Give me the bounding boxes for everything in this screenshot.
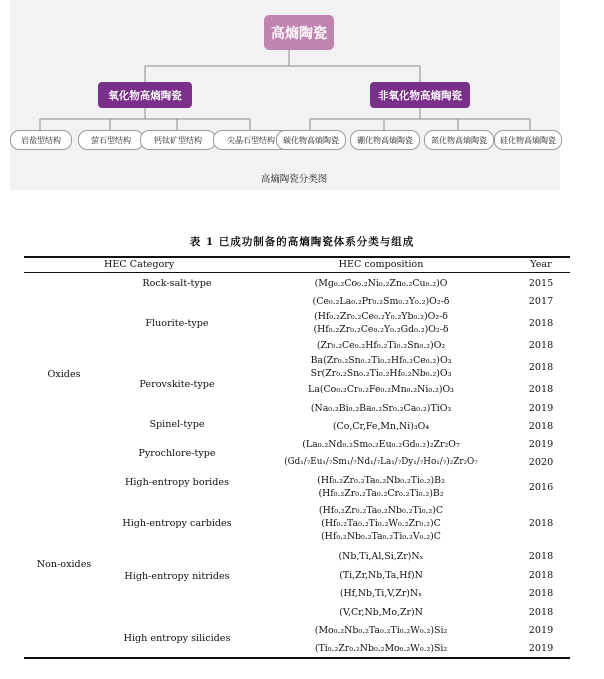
composition-row: La(Co₀.₂Cr₀.₂Fe₀.₂Mn₀.₂Ni₀.₂)O₃ — [308, 383, 454, 395]
year-cell: 2018 — [528, 606, 554, 618]
composition-row: (La₀.₂Nd₀.₂Sm₀.₂Eu₀.₂Gd₀.₂)₂Zr₂O₇ — [302, 438, 460, 450]
composition-row: (Hf₀.₂Zr₀.₂Ta₀.₂Nb₀.₂Ti₀.₂)B₂ — [317, 474, 445, 486]
year-cell: 2018 — [528, 361, 554, 373]
group-oxides: Oxides — [47, 368, 81, 380]
composition-row: (Hf₀.₂Ta₀.₂Ti₀.₂W₀.₂Zr₀.₂)C — [321, 517, 441, 529]
subcategory-fluorite: Fluorite-type — [145, 317, 209, 329]
year-cell: 2018 — [528, 383, 554, 395]
composition-row: (Hf₀.₂Zr₀.₂Ta₀.₂Cr₀.₂Ti₀.₂)B₂ — [318, 487, 444, 499]
composition-row: (V,Cr,Nb,Mo,Zr)N — [339, 606, 423, 618]
year-cell: 2017 — [528, 295, 554, 307]
subcategory-carbides: High-entropy carbides — [122, 517, 232, 529]
leaf-node-spinel: 尖晶石型结构 — [213, 130, 289, 150]
classification-diagram — [10, 0, 560, 190]
year-cell: 2018 — [528, 317, 554, 329]
composition-row: (Na₀.₂Bi₀.₂Ba₀.₂Sr₀.₂Ca₀.₂)TiO₃ — [310, 402, 452, 414]
year-cell: 2019 — [528, 438, 554, 450]
diagram-caption: 高熵陶瓷分类图 — [260, 174, 328, 185]
header-year: Year — [530, 259, 552, 270]
subcategory-borides: High-entropy borides — [125, 476, 229, 488]
leaf-node-nitrides: 氮化物高熵陶瓷 — [424, 130, 494, 150]
composition-row: (Co,Cr,Fe,Mn,Ni)₃O₄ — [332, 420, 430, 432]
branch-node-non-oxides: 非氧化物高熵陶瓷 — [370, 82, 470, 108]
subcategory-rock-salt: Rock-salt-type — [142, 277, 212, 289]
year-cell: 2019 — [528, 402, 554, 414]
year-cell: 2018 — [528, 587, 554, 599]
table-title: 表 1 已成功制备的高熵陶瓷体系分类与组成 — [189, 236, 415, 248]
year-cell: 2015 — [528, 277, 554, 289]
subcategory-perovskite: Perovskite-type — [139, 378, 215, 390]
year-cell: 2018 — [528, 550, 554, 562]
leaf-node-rock-salt: 岩盐型结构 — [10, 130, 72, 150]
year-cell: 2019 — [528, 642, 554, 654]
year-cell: 2019 — [528, 624, 554, 636]
header-category: HEC Category — [104, 259, 175, 270]
subcategory-spinel: Spinel-type — [149, 418, 205, 430]
year-cell: 2016 — [528, 481, 554, 493]
leaf-node-fluorite: 萤石型结构 — [78, 130, 144, 150]
composition-row: Ba(Zr₀.₂Sn₀.₂Ti₀.₂Hf₀.₂Ce₀.₂)O₃ — [310, 354, 452, 366]
composition-row: (Ti,Zr,Nb,Ta,Hf)N — [339, 569, 423, 581]
composition-row: (Nb,Ti,Al,Si,Zr)Nₓ — [338, 550, 424, 562]
year-cell: 2018 — [528, 569, 554, 581]
composition-row: (Ce₀.₂La₀.₂Pr₀.₂Sm₀.₂Y₀.₂)O₂-δ — [312, 295, 450, 307]
group-non-oxides: Non-oxides — [36, 558, 92, 570]
leaf-node-silicides: 硅化物高熵陶瓷 — [494, 130, 562, 150]
subcategory-pyrochlore: Pyrochlore-type — [138, 447, 216, 459]
leaf-node-carbides: 碳化物高熵陶瓷 — [276, 130, 346, 150]
root-node: 高熵陶瓷 — [264, 15, 334, 50]
year-cell: 2018 — [528, 339, 554, 351]
composition-row: (Ti₀.₂Zr₀.₂Nb₀.₂Mo₀.₂W₀.₂)Si₂ — [314, 642, 448, 654]
composition-row: (Hf₀.₂Zr₀.₂Ce₀.₂Y₀.₂Yb₀.₂)O₂-δ — [314, 310, 448, 322]
leaf-node-perovskite: 钙钛矿型结构 — [140, 130, 216, 150]
composition-row: (Hf₀.₂Zr₀.₂Ce₀.₂Y₀.₂Gd₀.₂)O₂-δ — [313, 323, 449, 335]
composition-row: (Zr₀.₂Ce₀.₂Hf₀.₂Ti₀.₂Sn₀.₂)O₂ — [316, 339, 446, 351]
composition-row: (Hf₀.₂Zr₀.₂Ta₀.₂Nb₀.₂Ti₀.₂)C — [318, 504, 444, 516]
branch-node-oxides: 氧化物高熵陶瓷 — [98, 82, 192, 108]
composition-row: (Hf,Nb,Ti,V,Zr)Nₓ — [339, 587, 423, 599]
composition-row: Sr(Zr₀.₂Sn₀.₂Ti₀.₂Hf₀.₂Nb₀.₂)O₃ — [310, 367, 452, 379]
table-bottom-rule — [24, 657, 570, 659]
year-cell: 2018 — [528, 420, 554, 432]
composition-row: (Gd₁/₇Eu₁/₇Sm₁/₇Nd₁/₇La₁/₇Dy₁/₇Ho₁/₇)₂Zr₂O₇ — [284, 457, 478, 467]
year-cell: 2020 — [528, 456, 554, 468]
table-header-rule — [24, 272, 570, 273]
subcategory-silicides: High entropy silicides — [123, 632, 231, 644]
composition-row: (Mg₀.₂Co₀.₂Ni₀.₂Zn₀.₂Cu₀.₂)O — [314, 277, 448, 289]
year-cell: 2018 — [528, 517, 554, 529]
composition-row: (Mo₀.₂Nb₀.₂Ta₀.₂Ti₀.₂W₀.₂)Si₂ — [314, 624, 448, 636]
leaf-node-borides: 硼化物高熵陶瓷 — [350, 130, 420, 150]
header-composition: HEC composition — [338, 259, 424, 270]
subcategory-nitrides: High-entropy nitrides — [124, 570, 230, 582]
composition-row: (Hf₀.₂Nb₀.₂Ta₀.₂Ti₀.₂V₀.₂)C — [321, 530, 441, 542]
